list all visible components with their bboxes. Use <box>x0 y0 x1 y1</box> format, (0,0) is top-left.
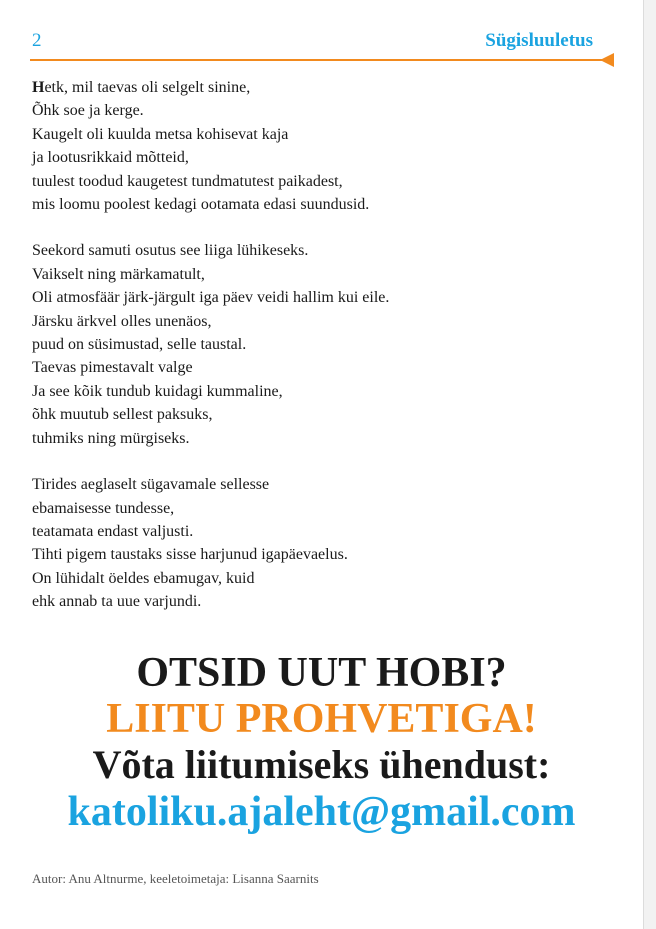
header-rule <box>30 59 604 61</box>
poem-body <box>32 76 622 637</box>
poem-line: ja lootusrikkaid mõtteid, <box>32 149 189 167</box>
first-line-text: etk, mil taevas oli selgelt sinine, <box>44 79 251 96</box>
poem-line: teatamata endast valjusti. <box>32 522 194 540</box>
poem-line: tuhmiks ning mürgiseks. <box>32 429 190 447</box>
promo-question: OTSID UUT HOBI? <box>136 650 507 696</box>
page-edge <box>643 0 656 929</box>
poem-line: Õhk soe ja kerge. <box>32 102 144 120</box>
poem-line: Seekord samuti osutus see liiga lühikeseks. <box>32 242 309 260</box>
stanza-2 <box>32 239 622 450</box>
poem-line: õhk muutub sellest paksuks, <box>32 406 213 424</box>
arrow-marker-icon <box>600 53 614 67</box>
initial-letter: H <box>32 79 45 96</box>
poem-line: Kaugelt oli kuulda metsa kohisevat kaja <box>32 125 289 143</box>
arrow-marker-shape <box>600 53 614 67</box>
poem-line: ebamaisesse tundesse, <box>32 499 175 517</box>
page-number: 2 <box>32 30 42 51</box>
poem-line: Taevas pimestavalt valge <box>32 359 193 377</box>
stanza-3 <box>32 473 622 613</box>
poem-line: Järsku ärkvel olles unenäos, <box>32 312 212 330</box>
poem-line: Vaikselt ning märkamatult, <box>32 265 205 283</box>
poem-line: puud on süsimustad, selle taustal. <box>32 336 247 354</box>
poem-line: Ja see kõik tundub kuidagi kummaline, <box>32 382 283 400</box>
promo-call-to-action: LIITU PROHVETIGA! <box>106 696 537 742</box>
poem-line: mis loomu poolest kedagi ootamata edasi suundusid. <box>32 196 370 214</box>
poem-line: ehk annab ta uue varjundi. <box>32 593 202 611</box>
poem-line: On lühidalt öeldes ebamugav, kuid <box>32 569 255 587</box>
contact-email-link[interactable]: katoliku.ajaleht@gmail.com <box>67 789 576 835</box>
poem-line: Tirides aeglaselt sügavamale sellesse <box>32 476 270 494</box>
poem-line: Oli atmosfäär järk-järgult iga päev veidi hallim kui eile. <box>32 289 390 307</box>
promo-contact-text: Võta liitumiseks ühendust: <box>92 742 551 787</box>
section-title: Sügisluuletus <box>485 30 593 51</box>
promo-block <box>0 650 643 836</box>
poem-line <box>32 76 622 99</box>
poem-line: Tihti pigem taustaks sisse harjunud igapäevaelus. <box>32 546 348 564</box>
poem-line: tuulest toodud kaugetest tundmatutest paikadest, <box>32 172 343 190</box>
credits: Autor: Anu Altnurme, keeletoimetaja: Lisanna Saarnits <box>32 871 319 886</box>
stanza-1 <box>32 76 622 216</box>
